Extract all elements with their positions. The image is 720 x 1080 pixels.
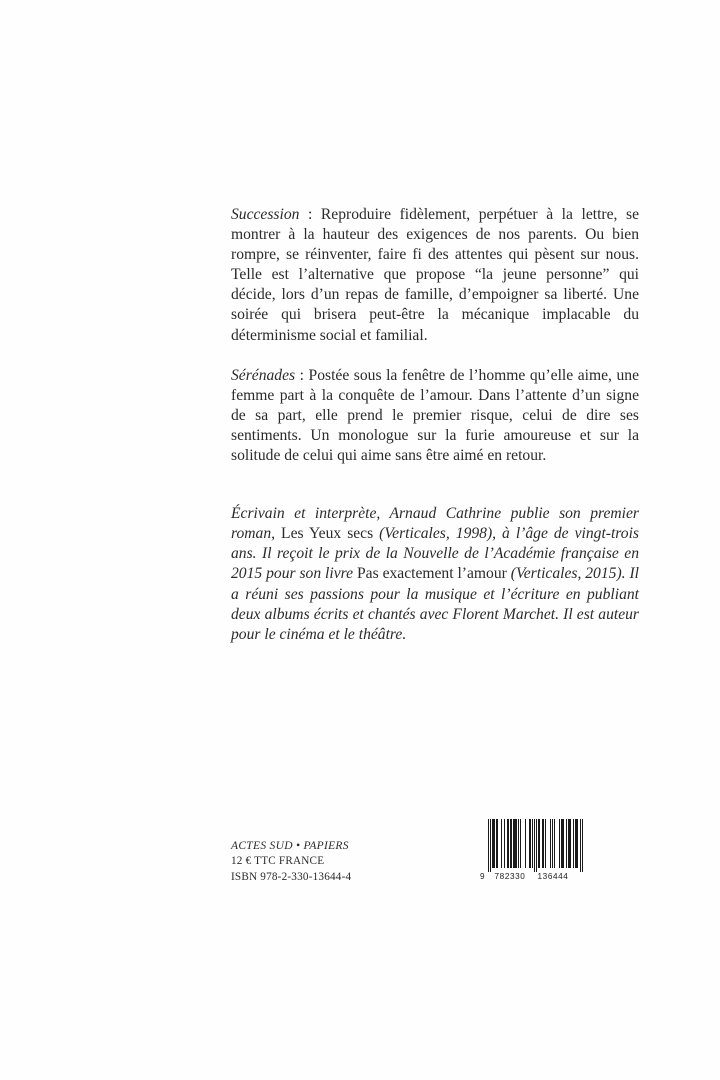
blurb-succession [231,205,639,346]
blurb-serenades-text: : Postée sous la fenêtre de l’homme qu’elle aime, une femme part à la conquête de l’amour. Dans l’attente d’un signe de sa part, elle prend le premier risque, celui de dire ses sentiments. Un monologue sur la furie amoureuse et sur la solitude de celui qui aime sans être aimé en retour. [231,366,639,465]
barcode-bar [554,819,555,868]
barcode-bar [570,819,571,868]
barcode-bar [488,819,489,872]
barcode-bar [501,819,502,868]
barcode-bar [525,819,526,868]
barcode-bar [504,819,505,868]
barcode-bar [543,819,544,868]
barcode-bar [550,819,551,868]
barcode-bar [545,819,546,868]
barcode-bar [559,819,560,868]
bio-book-title-2: Pas exactement l’amour [356,565,507,583]
isbn-barcode [478,817,586,881]
bio-part-3: (Verticales, 2015). Il a réuni ses passions pour la musique et l’écriture en publiant deux albums écrits et chantés avec Florent Marchet. Il est auteur pour le cinéma et le théâtre. [231,565,639,643]
barcode-bar [536,819,537,872]
barcode-bar [534,819,535,872]
title-serenades: Sérénades [231,366,296,384]
barcode-bar [577,819,578,868]
barcode-bar [516,819,517,868]
bio-part-1: Écrivain et interprète, Arnaud Cathrine publie son premier roman, [231,505,639,543]
barcode-bar [568,819,569,868]
barcode-bar [562,819,563,868]
barcode-bar [580,819,581,872]
blurb-serenades [231,366,639,466]
blurb-column [231,205,639,645]
barcode-graphic [478,817,586,881]
publisher-block [231,838,431,885]
bio-part-2: (Verticales, 1998), à l’âge de vingt-trois ans. Il reçoit le prix de la Nouvelle de l’Académie française en 2015 pour son livre [231,525,639,583]
blurb-succession-text: : Reproduire fidèlement, perpétuer à la lettre, se montrer à la hauteur des exigences de nos parents. Ou bien rompre, se réinventer, faire fi des attentes qui pèsent sur nous. Telle est l’alternative que propose “la jeune personne” qui décide, lors d’un repas de famille, d’empoigner sa liberté. Une soirée qui brisera peut-être la mécanique implacable du déterminisme social et familial. [231,206,639,344]
barcode-bar [566,819,567,868]
barcode-bar [576,819,577,868]
barcode-bar [510,819,511,868]
barcode-bar [492,819,493,868]
barcode-digit-first: 9 [480,872,485,881]
barcode-bar [493,819,494,868]
barcode-bars [488,819,583,872]
barcode-bar [511,819,512,868]
barcode-bar [582,819,583,872]
barcode-bar [514,819,515,868]
barcode-bar [569,819,570,868]
barcode-bar [513,819,514,868]
barcode-bar [497,819,498,868]
title-succession: Succession [231,206,300,223]
publisher-name: ACTES SUD • PAPIERS [231,840,349,852]
barcode-bar [518,819,519,868]
barcode-bar [552,819,553,868]
barcode-bar [563,819,564,868]
barcode-bar [494,819,495,868]
barcode-bar [496,819,497,868]
barcode-bar [539,819,540,868]
barcode-bar [507,819,508,868]
barcode-bar [561,819,562,868]
barcode-bar [573,819,574,868]
barcode-bar [520,819,521,868]
barcode-bar [515,819,516,868]
barcode-bar [490,819,491,872]
barcode-bar [532,819,533,868]
price-label: 12 € TTC FRANCE [231,855,325,867]
barcode-bar [575,819,576,868]
barcode-bar [508,819,509,868]
barcode-bar [530,819,531,868]
barcode-digits-right: 136444 [537,872,569,881]
barcode-bar [542,819,543,868]
barcode-bar [538,819,539,868]
barcode-bar [529,819,530,868]
bio-book-title-1: Les Yeux secs [281,525,374,543]
isbn-label: ISBN 978-2-330-13644-4 [231,870,352,883]
author-bio [231,504,639,645]
barcode-digits-left: 782330 [494,872,526,881]
